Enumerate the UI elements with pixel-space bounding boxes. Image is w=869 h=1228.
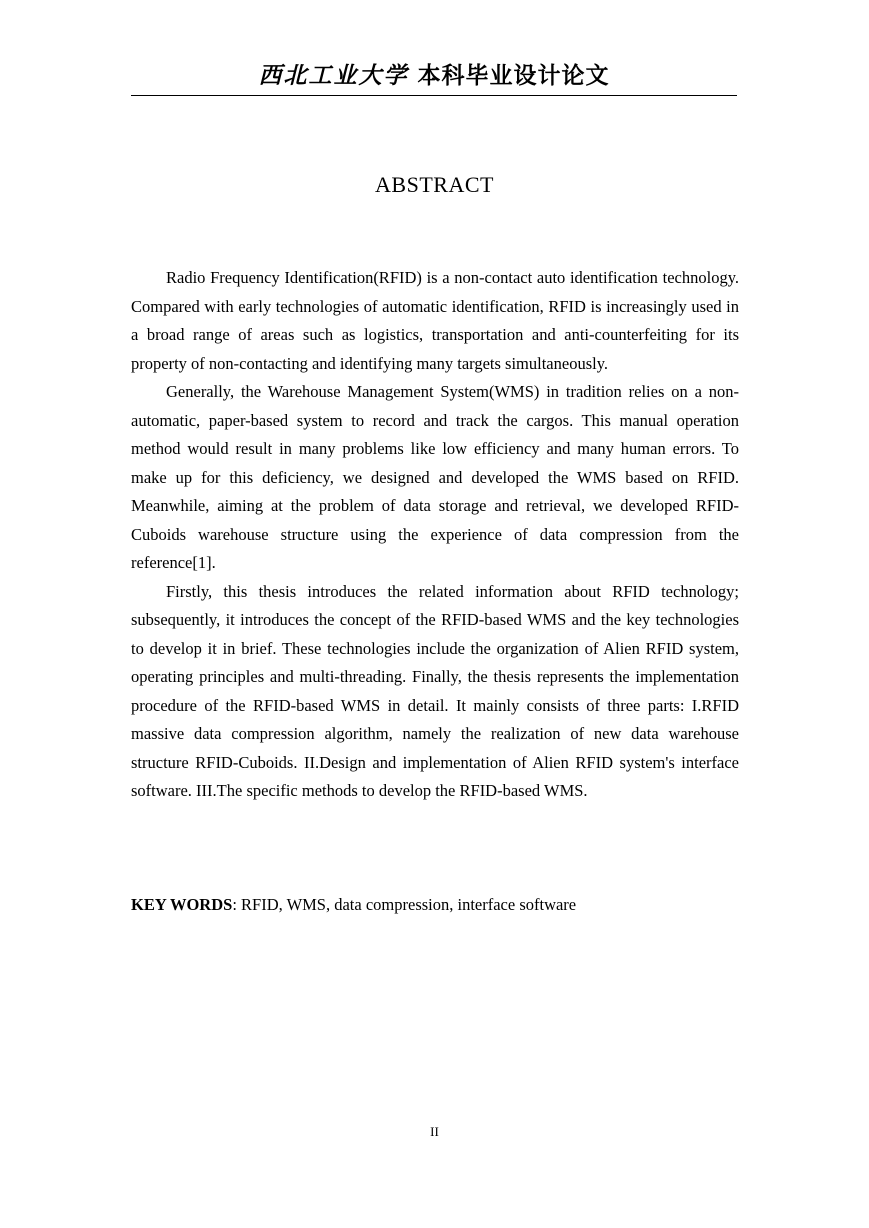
page-header xyxy=(131,58,737,96)
keywords-label: KEY WORDS xyxy=(131,895,233,914)
header-subtitle: 本科毕业设计论文 xyxy=(417,63,610,89)
abstract-paragraph-3: Firstly, this thesis introduces the related information about RFID technology; subsequently, it introduces the concept of the RFID-based WMS and the key technologies to develop it in brief. These technologies include the organization of Alien RFID system, operating principles and multi-threading. Finally, the thesis represents the implementation procedure of the RFID-based WMS in detail. It mainly consists of three parts: I.RFID massive data compression algorithm, namely the realization of new data warehouse structure RFID-Cuboids. II.Design and implementation of Alien RFID system's interface software. III.The specific methods to develop the RFID-based WMS. xyxy=(131,581,739,800)
abstract-paragraph-1: Radio Frequency Identification(RFID) is a non-contact auto identification technology. Compared with early technologies of automatic identification, RFID is increasingly used in a broad range of areas such as logistics, transportation and anti-counterfeiting for its property of non-contacting and identifying many targets simultaneously. xyxy=(131,268,739,373)
abstract-paragraph-2: Generally, the Warehouse Management System(WMS) in tradition relies on a non-automatic, paper-based system to record and track the cargos. This manual operation method would result in many problems like low efficiency and many human errors. To make up for this deficiency, we designed and developed the WMS based on RFID. Meanwhile, aiming at the problem of data storage and retrieval, we developed RFID-Cuboids warehouse structure using the experience of data compression from the reference[1]. xyxy=(131,382,739,572)
abstract-body xyxy=(131,264,739,806)
abstract-title: ABSTRACT xyxy=(375,172,494,197)
keywords-line xyxy=(131,891,739,919)
page-number: II xyxy=(430,1124,439,1139)
header-title xyxy=(258,62,609,90)
university-name: 西北工业大学 xyxy=(258,62,409,89)
keywords-text: : RFID, WMS, data compression, interface software xyxy=(232,895,577,914)
